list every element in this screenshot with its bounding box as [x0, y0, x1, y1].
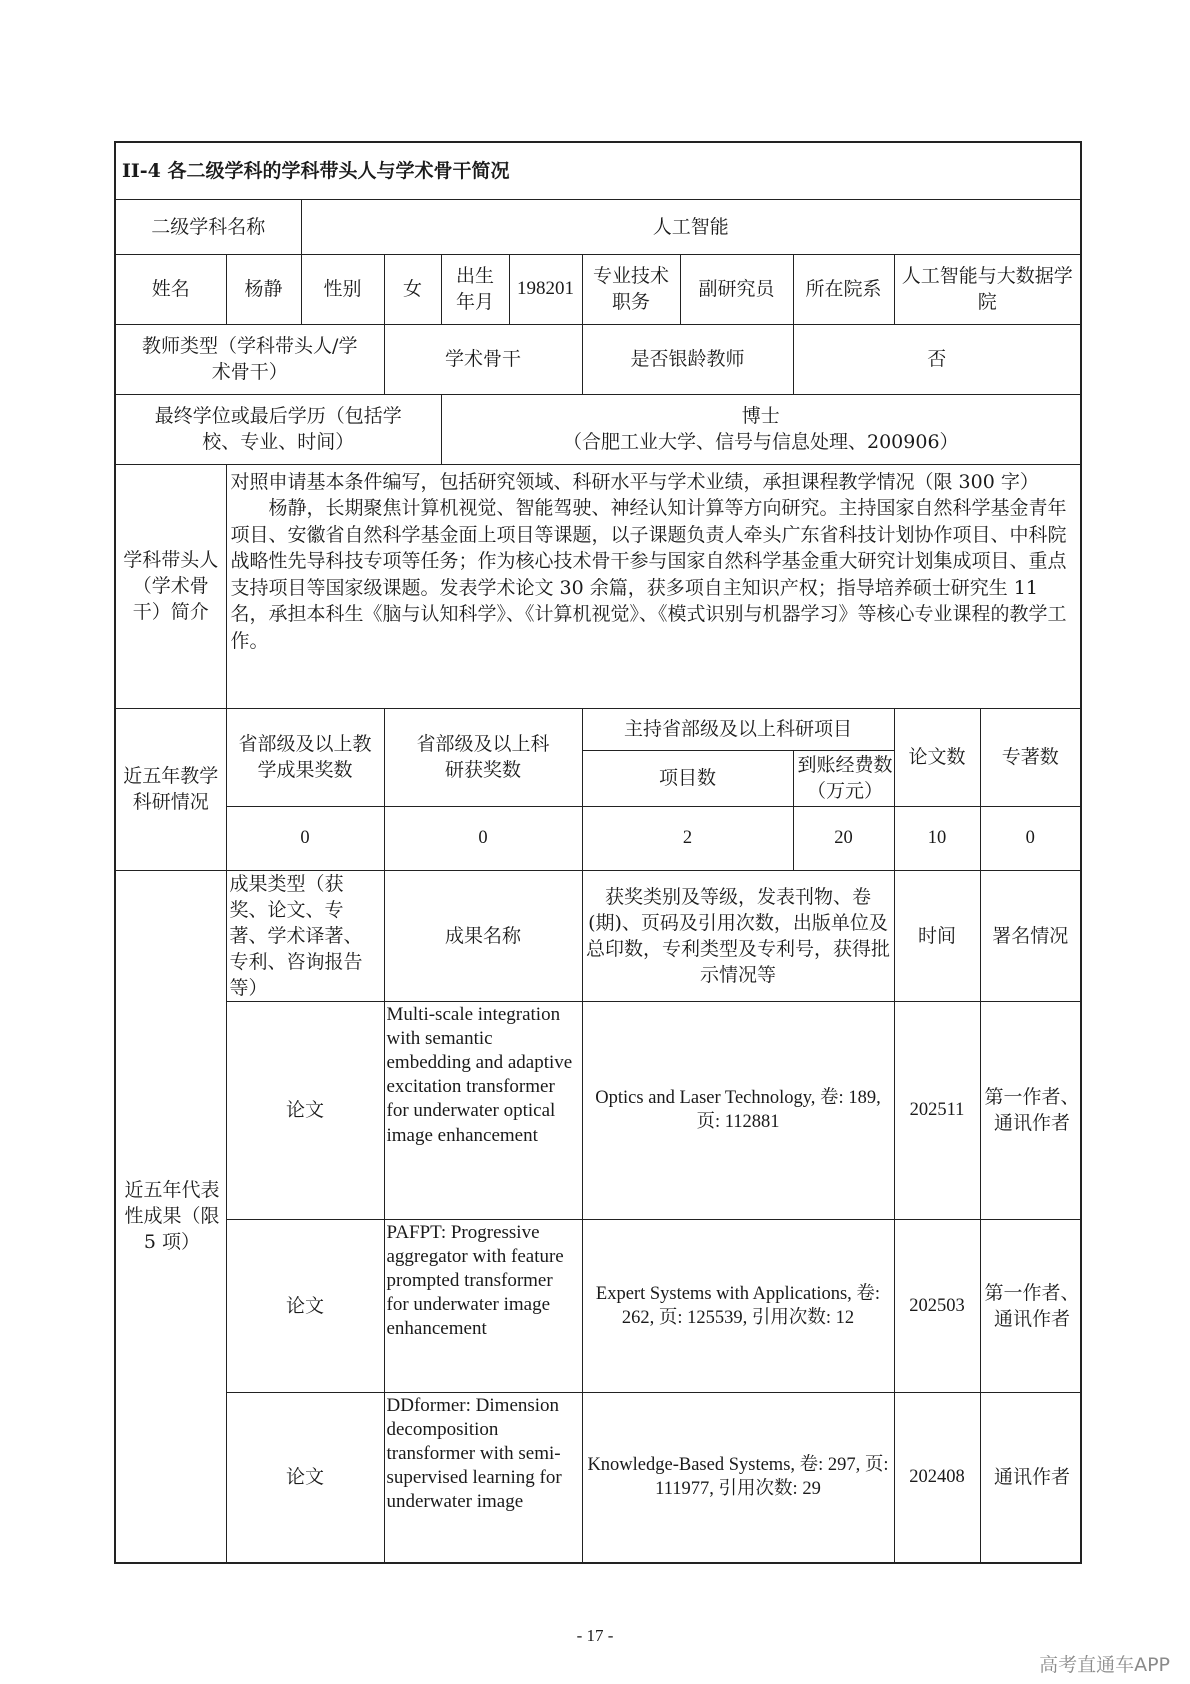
silver-teacher-value: 否 — [793, 324, 1081, 394]
degree-label-text: 最终学位或最后学历（包括学校、专业、时间） — [154, 405, 402, 453]
project-count-value: 2 — [582, 806, 793, 870]
stats-label: 近五年教学科研情况 — [115, 708, 226, 870]
birth-label: 出生年月 — [441, 254, 509, 324]
teacher-type-row — [115, 324, 1081, 394]
papers-header: 论文数 — [894, 708, 980, 806]
achievement-row — [115, 1219, 1081, 1392]
degree-row — [115, 394, 1081, 464]
achievement-sign — [980, 1219, 1081, 1392]
achievement-row — [115, 1001, 1081, 1219]
teacher-type-label-text: 教师类型（学科带头人/学术骨干） — [142, 335, 358, 383]
section-title-row — [115, 142, 1081, 199]
achievement-sign — [980, 1001, 1081, 1219]
teaching-award-header-text: 省部级及以上教学成果奖数 — [238, 733, 372, 781]
achievement-sign — [980, 1392, 1081, 1563]
achievements-label — [115, 870, 226, 1563]
achievement-detail: Knowledge-Based Systems, 卷: 297, 页: 111977, 引用次数: 29 — [582, 1392, 894, 1563]
form-table — [114, 141, 1082, 1564]
section-title: II-4 各二级学科的学科带头人与学术骨干简况 — [115, 142, 1081, 199]
name-label: 姓名 — [115, 254, 226, 324]
achievement-time: 202511 — [894, 1001, 980, 1219]
teaching-award-header — [226, 708, 384, 806]
detail-header: 获奖类别及等级，发表刊物、卷(期)、页码及引用次数，出版单位及总印数，专利类型及专利号，获得批示情况等 — [582, 870, 894, 1001]
intro-instruction: 对照申请基本条件编写，包括研究领域、科研水平与学术业绩，承担课程教学情况（限 300 字） — [230, 470, 1039, 493]
achievement-time: 202408 — [894, 1392, 980, 1563]
discipline-row — [115, 199, 1081, 254]
research-award-value: 0 — [384, 806, 582, 870]
time-header: 时间 — [894, 870, 980, 1001]
achievement-time: 202503 — [894, 1219, 980, 1392]
achievement-name: Multi-scale integration with semantic embedding and adaptive excitation transformer for underwater optical image enhancement — [384, 1001, 582, 1219]
degree-value-line2: （合肥工业大学、信号与信息处理、200906） — [563, 431, 959, 453]
sign-header: 署名情况 — [980, 870, 1081, 1001]
person-row — [115, 254, 1081, 324]
achievement-name: DDformer: Dimension decomposition transformer with semi-supervised learning for underwater image — [384, 1392, 582, 1563]
achievements-label-text: 近五年代表性成果（限 5 项） — [124, 1179, 220, 1254]
intro-content — [226, 464, 1081, 708]
dept-value: 人工智能与大数据学院 — [894, 254, 1081, 324]
intro-body: 杨静，长期聚焦计算机视觉、智能驾驶、神经认知计算等方向研究。主持国家自然科学基金青年项目、安徽省自然科学基金面上项目等课题，以子课题负责人牵头广东省科技计划协作项目、中科院战略性先导科技专项等任务；作为核心技术骨干参与国家自然科学基金重大研究计划集成项目、重点支持项目等国家级课题。发表学术论文 30 余篇，获多项自主知识产权；指导培养硕士研究生 11 名，承担本科生《脑与认知科学》、《计算机视觉》、《模式识别与机器学习》等核心专业课程的教学工作。 — [230, 497, 1067, 652]
silver-teacher-label: 是否银龄教师 — [582, 324, 793, 394]
funding-header — [793, 750, 894, 806]
projects-group-header: 主持省部级及以上科研项目 — [582, 708, 894, 750]
papers-value: 10 — [894, 806, 980, 870]
birth-value: 198201 — [509, 254, 582, 324]
gender-label: 性别 — [301, 254, 384, 324]
teacher-type-value: 学术骨干 — [384, 324, 582, 394]
stats-header-row-1 — [115, 708, 1081, 750]
monographs-header: 专著数 — [980, 708, 1081, 806]
achievement-detail: Expert Systems with Applications, 卷: 262, 页: 125539, 引用次数: 12 — [582, 1219, 894, 1392]
achievement-sign-text: 第一作者、通讯作者 — [984, 1086, 1080, 1134]
monographs-value: 0 — [980, 806, 1081, 870]
project-count-header: 项目数 — [582, 750, 793, 806]
dept-label: 所在院系 — [793, 254, 894, 324]
intro-row — [115, 464, 1081, 708]
name-value: 杨静 — [226, 254, 301, 324]
achievement-detail: Optics and Laser Technology, 卷: 189, 页: 112881 — [582, 1001, 894, 1219]
stats-values-row — [115, 806, 1081, 870]
research-award-header-text: 省部级及以上科研获奖数 — [416, 733, 550, 781]
title-value: 副研究员 — [680, 254, 793, 324]
page-number: - 17 - — [576, 1626, 614, 1645]
degree-label — [115, 394, 441, 464]
teacher-type-label — [115, 324, 384, 394]
funding-value: 20 — [793, 806, 894, 870]
application-form-sheet — [114, 141, 1080, 1564]
degree-value — [441, 394, 1081, 464]
achievement-sign-text: 第一作者、通讯作者 — [984, 1281, 1080, 1330]
achievement-type: 论文 — [226, 1392, 384, 1563]
title-label: 专业技术职务 — [582, 254, 680, 324]
funding-header-text: 到账经费数（万元） — [797, 754, 893, 802]
intro-label: 学科带头人（学术骨干）简介 — [115, 464, 226, 708]
type-header: 成果类型（获奖、论文、专著、学术译著、专利、咨询报告等） — [226, 870, 384, 1001]
achievement-sign-text: 通讯作者 — [993, 1466, 1070, 1489]
discipline-label: 二级学科名称 — [115, 199, 301, 254]
degree-value-line1: 博士 — [741, 405, 780, 427]
gender-value: 女 — [384, 254, 441, 324]
research-award-header — [384, 708, 582, 806]
achievement-type: 论文 — [226, 1001, 384, 1219]
achievement-name-header: 成果名称 — [384, 870, 582, 1001]
discipline-value: 人工智能 — [301, 199, 1081, 254]
achievement-name: PAFPT: Progressive aggregator with feature prompted transformer for underwater image enhancement — [384, 1219, 582, 1392]
achievements-header-row — [115, 870, 1081, 1001]
teaching-award-value: 0 — [226, 806, 384, 870]
achievement-row — [115, 1392, 1081, 1563]
watermark: 高考直通车APP — [1039, 1654, 1170, 1676]
achievement-type: 论文 — [226, 1219, 384, 1392]
